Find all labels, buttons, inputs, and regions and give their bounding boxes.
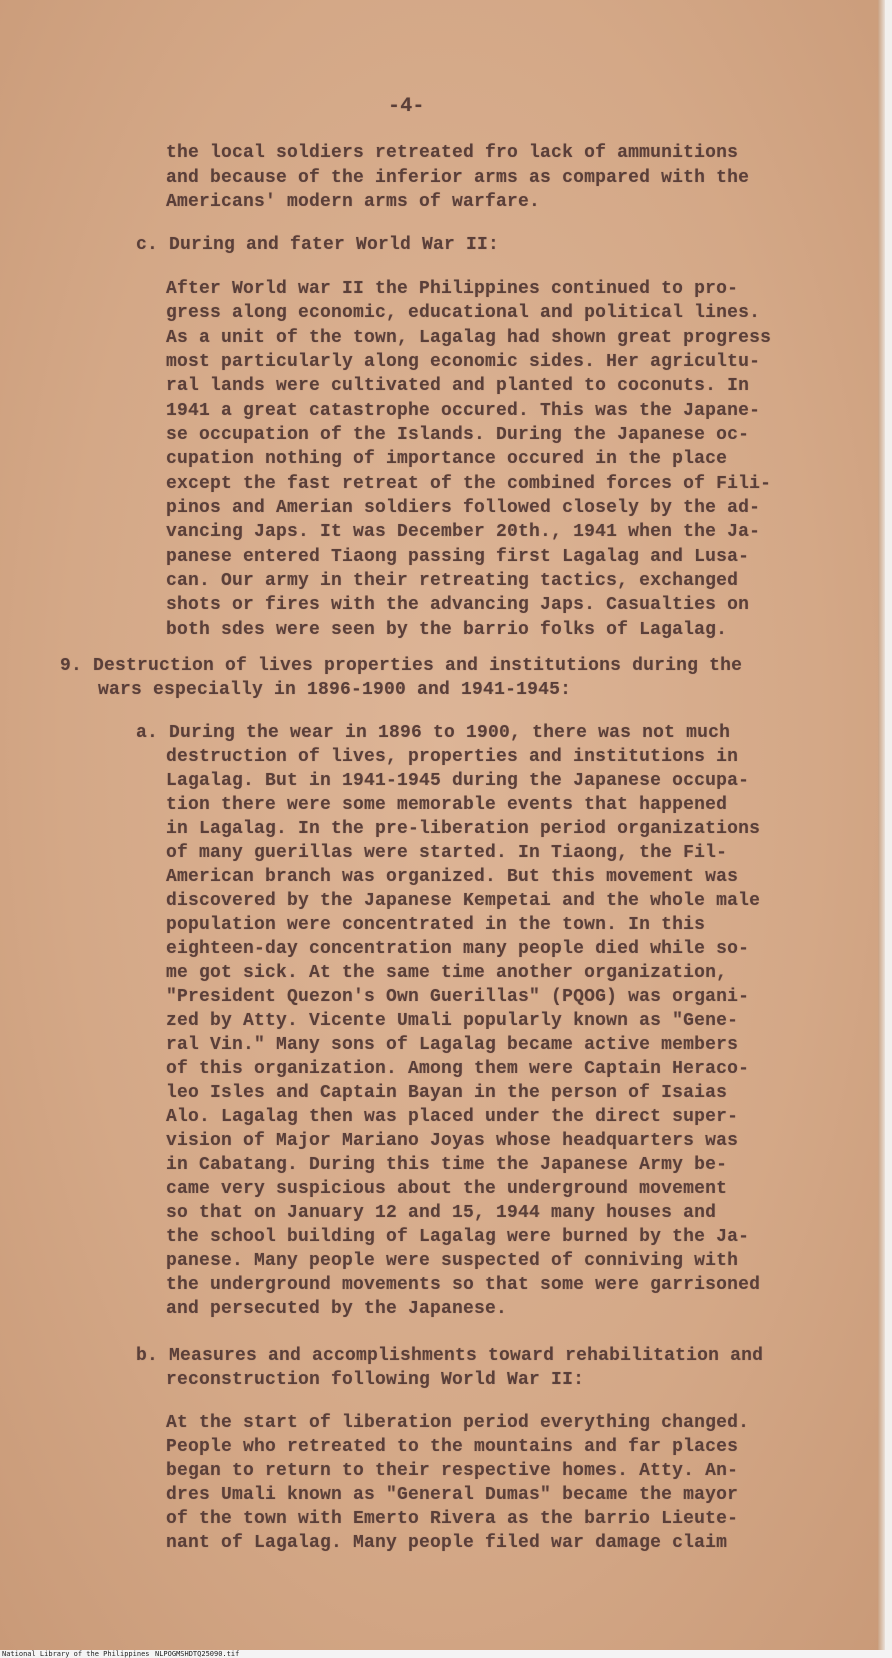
section-a-line: so that on January 12 and 15, 1944 many houses and <box>166 1203 717 1223</box>
section-a-line: discovered by the Japanese Kempetai and the whole male <box>166 891 761 911</box>
section-a-line: Lagalag. But in 1941-1945 during the Japanese occupa- <box>166 771 750 791</box>
section-c-line: both sdes were seen by the barrio folks of Lagalag. <box>166 620 728 640</box>
section-c-line: cupation nothing of importance occured in the place <box>166 449 728 469</box>
section-a-line: in Lagalag. In the pre-liberation period organizations <box>166 819 761 839</box>
section-a-line: in Cabatang. During this time the Japanese Army be- <box>166 1155 728 1175</box>
section-c-line: except the fast retreat of the combined forces of Fili- <box>166 474 772 494</box>
section-c-line: shots or fires with the advancing Japs. Casualties on <box>166 595 750 615</box>
section-a-line: population were concentrated in the town. In this <box>166 915 706 935</box>
section-b-line: nant of Lagalag. Many people filed war damage claim <box>166 1533 728 1553</box>
section-9-heading: wars especially in 1896-1900 and 1941-1945: <box>98 680 572 700</box>
section-a-line: leo Isles and Captain Bayan in the person of Isaias <box>166 1083 728 1103</box>
section-a-line: Alo. Lagalag then was placed under the direct super- <box>166 1107 739 1127</box>
scan-footer <box>0 1650 892 1658</box>
section-a-line: vision of Major Mariano Joyas whose headquarters was <box>166 1131 739 1151</box>
library-credit: National Library of the Philippines <box>2 1650 150 1658</box>
section-a-line: the underground movements so that some were garrisoned <box>166 1275 761 1295</box>
section-c-line: can. Our army in their retreating tactics, exchanged <box>166 571 739 591</box>
page-edge <box>878 0 885 1650</box>
section-a-line: ral Vin." Many sons of Lagalag became active members <box>166 1035 739 1055</box>
intro-line: and because of the inferior arms as compared with the <box>166 168 750 188</box>
section-c-line: As a unit of the town, Lagalag had shown great progress <box>166 328 772 348</box>
section-a-line: of many guerillas were started. In Tiaong, the Fil- <box>166 843 728 863</box>
section-b-line: At the start of liberation period everything changed. <box>166 1413 750 1433</box>
section-c-line: most particularly along economic sides. Her agricultu- <box>166 352 761 372</box>
section-c-line: se occupation of the Islands. During the Japanese oc- <box>166 425 750 445</box>
file-id: NLPOGMSHDTQ25090.tif <box>155 1650 240 1658</box>
section-b-heading: reconstruction following World War II: <box>166 1370 585 1390</box>
section-c-line: ral lands were cultivated and planted to coconuts. In <box>166 376 750 396</box>
section-b-line: began to return to their respective homes. Atty. An- <box>166 1461 739 1481</box>
section-a-line: of this organization. Among them were Captain Heraco- <box>166 1059 750 1079</box>
section-a-line: tion there were some memorable events that happened <box>166 795 728 815</box>
intro-line: Americans' modern arms of warfare. <box>166 192 541 212</box>
section-a-line: and persecuted by the Japanese. <box>166 1299 508 1319</box>
section-c-line: After World war II the Philippines continued to pro- <box>166 279 739 299</box>
section-b-line: of the town with Emerto Rivera as the barrio Lieute- <box>166 1509 739 1529</box>
section-a-line: "President Quezon's Own Guerillas" (PQOG) was organi- <box>166 987 750 1007</box>
intro-line: the local soldiers retreated fro lack of ammunitions <box>166 143 739 163</box>
section-c-line: gress along economic, educational and political lines. <box>166 303 761 323</box>
section-c-heading: c. During and fater World War II: <box>136 235 500 255</box>
section-c-line: pinos and Amerian soldiers followed closely by the ad- <box>166 498 761 518</box>
section-c-line: vancing Japs. It was December 20th., 1941 when the Ja- <box>166 522 761 542</box>
section-a-line: panese. Many people were suspected of conniving with <box>166 1251 739 1271</box>
section-b-heading: b. Measures and accomplishments toward rehabilitation and <box>136 1346 764 1366</box>
section-a-line: zed by Atty. Vicente Umali popularly known as "Gene- <box>166 1011 739 1031</box>
section-a-line: destruction of lives, properties and institutions in <box>166 747 739 767</box>
section-a-line: a. During the wear in 1896 to 1900, there was not much <box>136 723 731 743</box>
section-a-line: the school building of Lagalag were burned by the Ja- <box>166 1227 750 1247</box>
section-b-line: People who retreated to the mountains and far places <box>166 1437 739 1457</box>
section-a-line: eighteen-day concentration many people died while so- <box>166 939 750 959</box>
section-c-line: panese entered Tiaong passing first Lagalag and Lusa- <box>166 547 750 567</box>
section-a-line: American branch was organized. But this movement was <box>166 867 739 887</box>
section-b-line: dres Umali known as "General Dumas" became the mayor <box>166 1485 739 1505</box>
section-9-heading: 9. Destruction of lives properties and institutions during the <box>60 656 743 676</box>
section-c-line: 1941 a great catastrophe occured. This was the Japane- <box>166 401 761 421</box>
page-number: -4- <box>388 95 425 118</box>
section-a-line: me got sick. At the same time another organization, <box>166 963 728 983</box>
section-a-line: came very suspicious about the underground movement <box>166 1179 728 1199</box>
